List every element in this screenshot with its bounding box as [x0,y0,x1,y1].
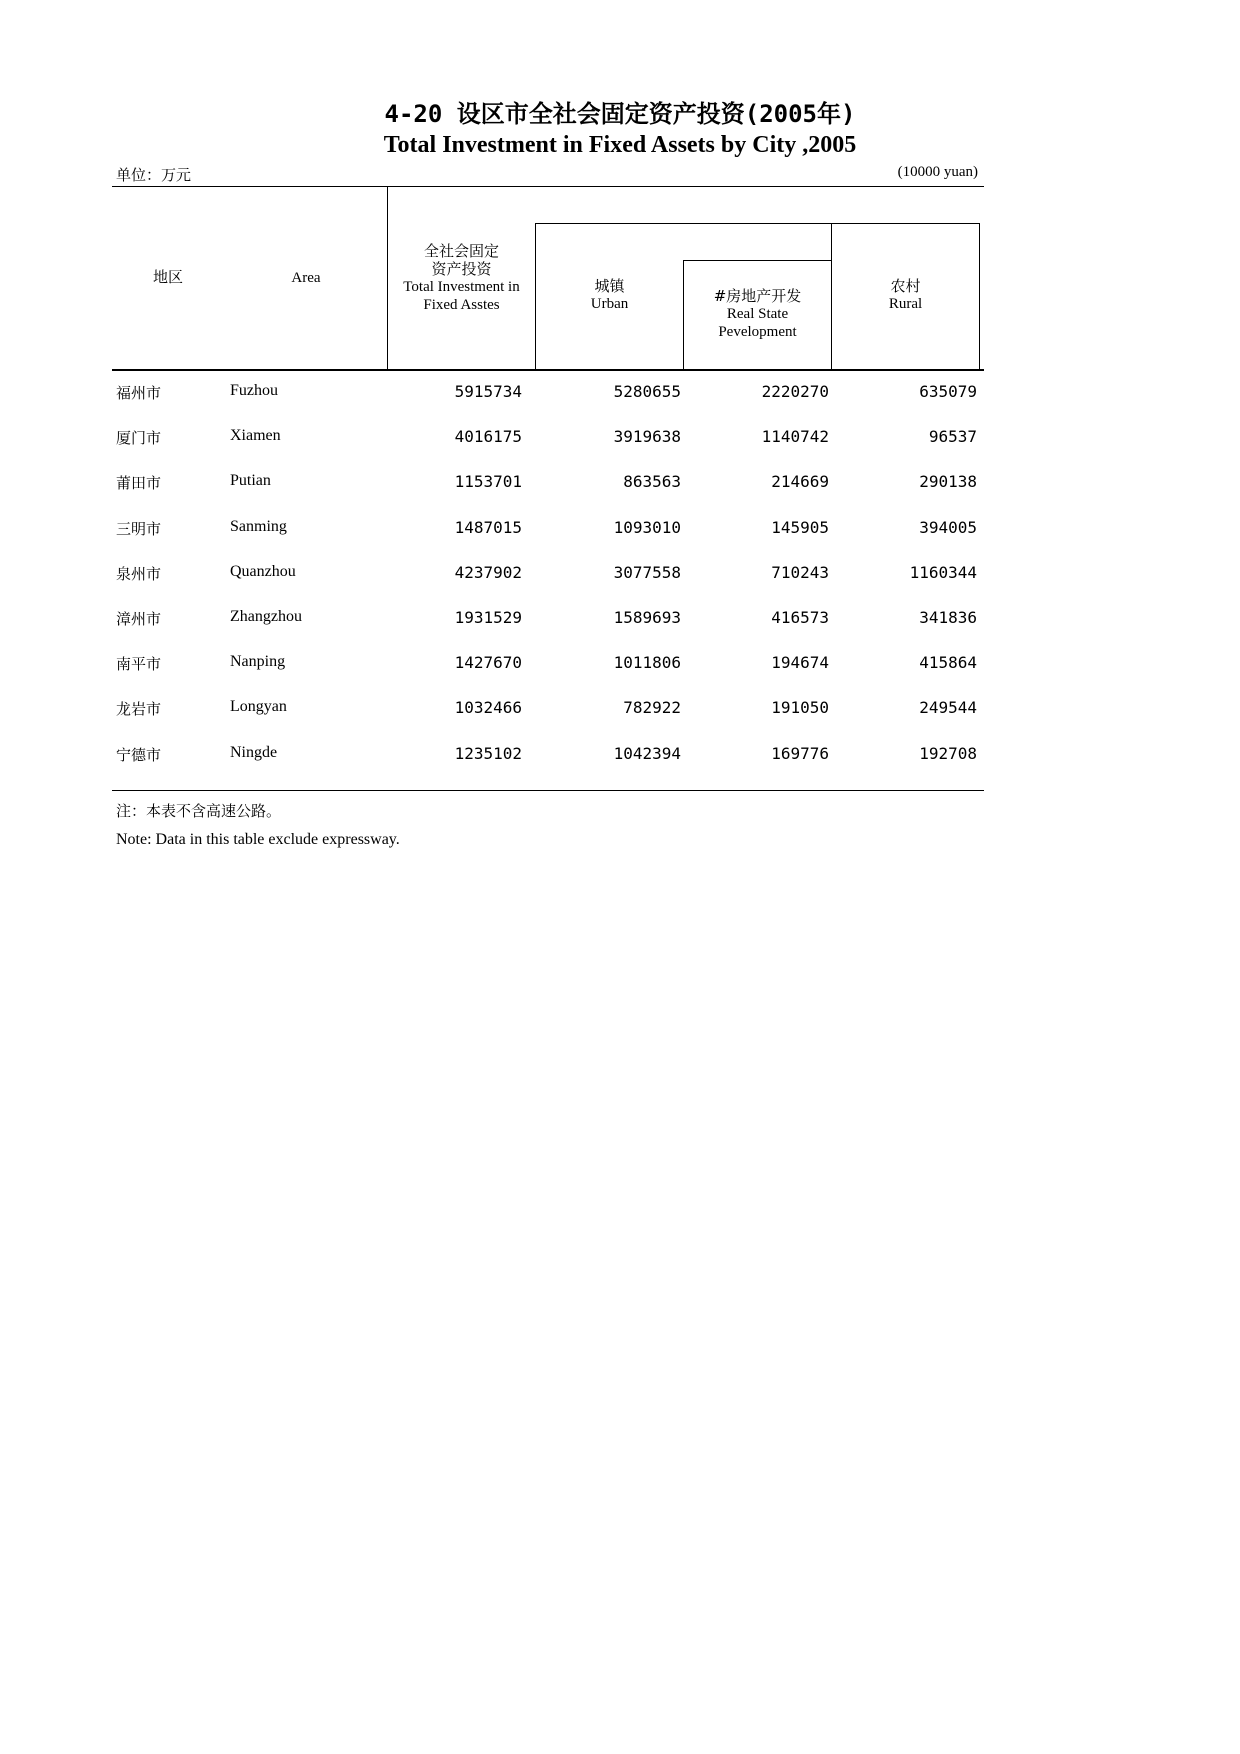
header-total-en-2: Fixed Asstes [423,297,500,313]
cell-total: 1487015 [454,518,522,537]
header-area-cn: 地区 [152,268,183,286]
cell-rural: 290138 [919,472,977,491]
cell-en: Xiamen [230,427,281,444]
cell-real: 145905 [771,518,829,537]
header-urban-en: Urban [590,296,629,312]
cell-urban: 3077558 [613,563,681,582]
cell-cn: 宁德市 [116,746,162,764]
cell-cn: 莆田市 [116,474,162,492]
cell-en: Putian [230,472,271,489]
header-rural-cn: 农村 [890,277,921,295]
header-total-cn-1: 全社会固定 [423,242,499,260]
header-group-rule [535,223,980,224]
cell-en: Zhangzhou [230,608,302,625]
cell-cn: 泉州市 [116,565,162,583]
cell-rural: 1160344 [909,563,977,582]
cell-en: Nanping [230,653,286,670]
cell-en: Sanming [230,518,287,535]
header-rural-en: Rural [888,296,923,312]
header-urban-cn: 城镇 [594,277,625,295]
cell-urban: 782922 [623,698,681,717]
cell-real: 1140742 [761,427,829,446]
cell-total: 1153701 [454,472,522,491]
page-title-cn: 4-20 设区市全社会固定资产投资(2005年) [384,100,856,128]
header-real-en-1: Real State [726,306,789,322]
cell-cn: 福州市 [116,384,162,402]
header-area-en: Area [291,270,321,286]
page-title-en: Total Investment in Fixed Assets by City ,2005 [383,132,857,158]
note-en: Note: Data in this table exclude expressway. [116,831,400,848]
cell-en: Quanzhou [230,563,296,580]
cell-urban: 5280655 [613,382,681,401]
header-divider [979,223,980,370]
header-urban [536,277,683,313]
cell-cn: 龙岩市 [116,700,162,718]
table-bottom-rule [112,790,984,791]
cell-real: 191050 [771,698,829,717]
cell-urban: 1042394 [613,744,681,763]
header-real-en-2: Pevelopment [718,324,797,340]
header-total [388,242,535,314]
note-cn: 注：本表不含高速公路。 [116,802,282,820]
header-subgroup-rule [683,260,832,261]
cell-cn: 南平市 [116,655,162,673]
cell-urban: 1589693 [613,608,681,627]
cell-en: Longyan [230,698,287,715]
cell-en: Ningde [230,744,278,761]
cell-rural: 394005 [919,518,977,537]
cell-real: 710243 [771,563,829,582]
cell-cn: 漳州市 [116,610,162,628]
cell-cn: 厦门市 [116,429,162,447]
cell-total: 1235102 [454,744,522,763]
cell-total: 4016175 [454,427,522,446]
cell-real: 416573 [771,608,829,627]
cell-total: 1032466 [454,698,522,717]
cell-rural: 415864 [919,653,977,672]
cell-rural: 249544 [919,698,977,717]
header-total-cn-2: 资产投资 [431,260,492,278]
cell-total: 1931529 [454,608,522,627]
cell-rural: 96537 [928,427,977,446]
cell-real: 214669 [771,472,829,491]
header-bottom-rule [112,369,984,371]
cell-rural: 341836 [919,608,977,627]
header-rural [832,277,979,313]
cell-urban: 863563 [623,472,681,491]
header-total-en-1: Total Investment in [403,279,520,295]
cell-total: 5915734 [454,382,522,401]
cell-total: 4237902 [454,563,522,582]
unit-label-en: (10000 yuan) [897,164,978,180]
table-top-rule [112,186,984,187]
cell-urban: 1011806 [613,653,681,672]
header-real-estate [684,287,831,341]
cell-en: Fuzhou [230,382,278,399]
cell-urban: 1093010 [613,518,681,537]
cell-rural: 192708 [919,744,977,763]
header-real-cn: #房地产开发 [713,287,802,305]
cell-urban: 3919638 [613,427,681,446]
cell-real: 194674 [771,653,829,672]
cell-rural: 635079 [919,382,977,401]
cell-real: 2220270 [761,382,829,401]
cell-total: 1427670 [454,653,522,672]
unit-label-cn: 单位：万元 [116,166,192,184]
cell-cn: 三明市 [116,520,162,538]
cell-real: 169776 [771,744,829,763]
